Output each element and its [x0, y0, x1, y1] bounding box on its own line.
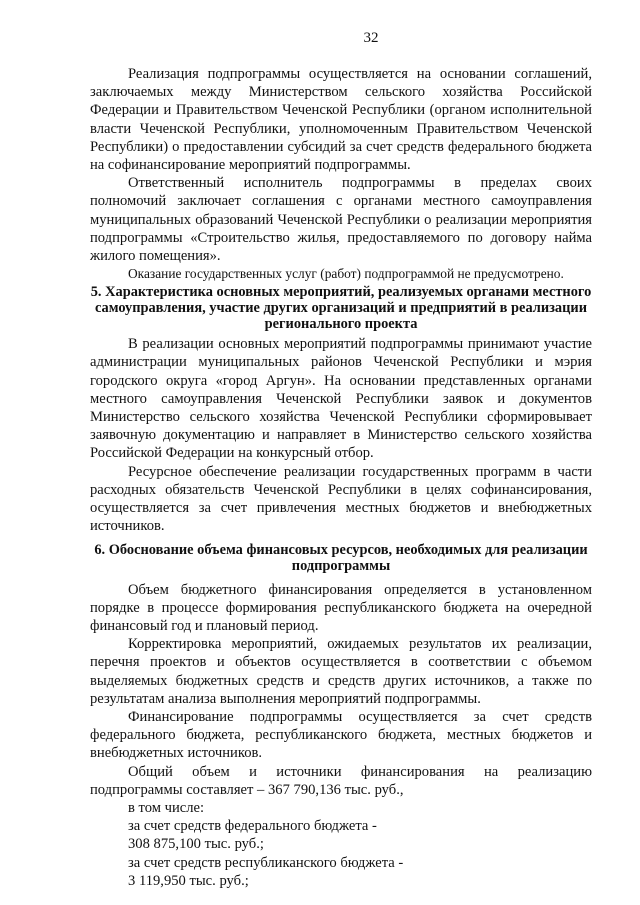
paragraph-responsible-executor: Ответственный исполнитель подпрограммы в пределах своих полномочий заключает соглашения с органами местного самоуправления муниципальных образований Чеченской Республики о реализации мероприятия подпрограммы «Строительство жилья, предоставляемого по договору найма жилого помещения». [90, 175, 592, 265]
line-federal-budget-label: за счет средств федерального бюджета - [128, 818, 377, 835]
paragraph-services: Оказание государственных услуг (работ) подпрограммой не предусмотрено. [128, 266, 564, 282]
paragraph-agreements: Реализация подпрограммы осуществляется на основании соглашений, заключаемых между Министерством сельского хозяйства Российской Федерации и Правительством Чеченской Республики (органом исполнительной власти Чеченской Республики, уполномоченным Правительством Чеченской Республики) о предоставлении субсидий за счет средств федерального бюджета на софинансирование мероприятий подпрограммы. [90, 66, 592, 174]
paragraph-budget-volume: Объем бюджетного финансирования определяется в установленном порядке в процессе формирования республиканского бюджета на очередной финансовый год и плановый период. [90, 581, 592, 635]
section-6-heading: 6. Обоснование объема финансовых ресурсов, необходимых для реализации подпрограммы [94, 542, 588, 575]
section-5-heading: 5. Характеристика основных мероприятий, реализуемых органами местного самоуправления, участие других организаций и предприятий в реализации регионального проекта [90, 284, 592, 332]
paragraph-financing-sources: Финансирование подпрограммы осуществляется за счет средств федерального бюджета, республиканского бюджета, местных бюджетов и внебюджетных источников. [90, 709, 592, 762]
page-number: 32 [363, 30, 379, 46]
line-republican-budget-label: за счет средств республиканского бюджета - [128, 854, 404, 871]
paragraph-resource-support: Ресурсное обеспечение реализации государственных программ в части расходных обязательств Чеченской Республики в целях софинансирования, осуществляется за счет привлечения местных бюджетов и внебюджетных источников. [90, 463, 592, 535]
paragraph-adjustment: Корректировка мероприятий, ожидаемых результатов их реализации, перечня проектов и объектов осуществляется в соответствии с объемом выделяемых бюджетных средств и средств других источников, а также по результатам анализа выполнения мероприятий подпрограммы. [90, 636, 592, 707]
paragraph-main-activities: В реализации основных мероприятий подпрограммы принимают участие администрации муниципальных районов Чеченской Республики и мэрия городского округа «город Аргун». На основании представленных органами местного самоуправления Чеченской Республики заявок и документов Министерство сельского хозяйства Чеченской Республики сформировывает заявочную документацию и направляет в Министерство сельского хозяйства Российской Федерации на конкурсный отбор. [90, 336, 592, 462]
paragraph-total-volume: Общий объем и источники финансирования на реализацию подпрограммы составляет – 367 790,136 тыс. руб., [90, 763, 592, 798]
line-including: в том числе: [128, 800, 205, 817]
line-federal-budget-amount: 308 875,100 тыс. руб.; [128, 836, 264, 853]
line-republican-budget-amount: 3 119,950 тыс. руб.; [128, 872, 249, 889]
